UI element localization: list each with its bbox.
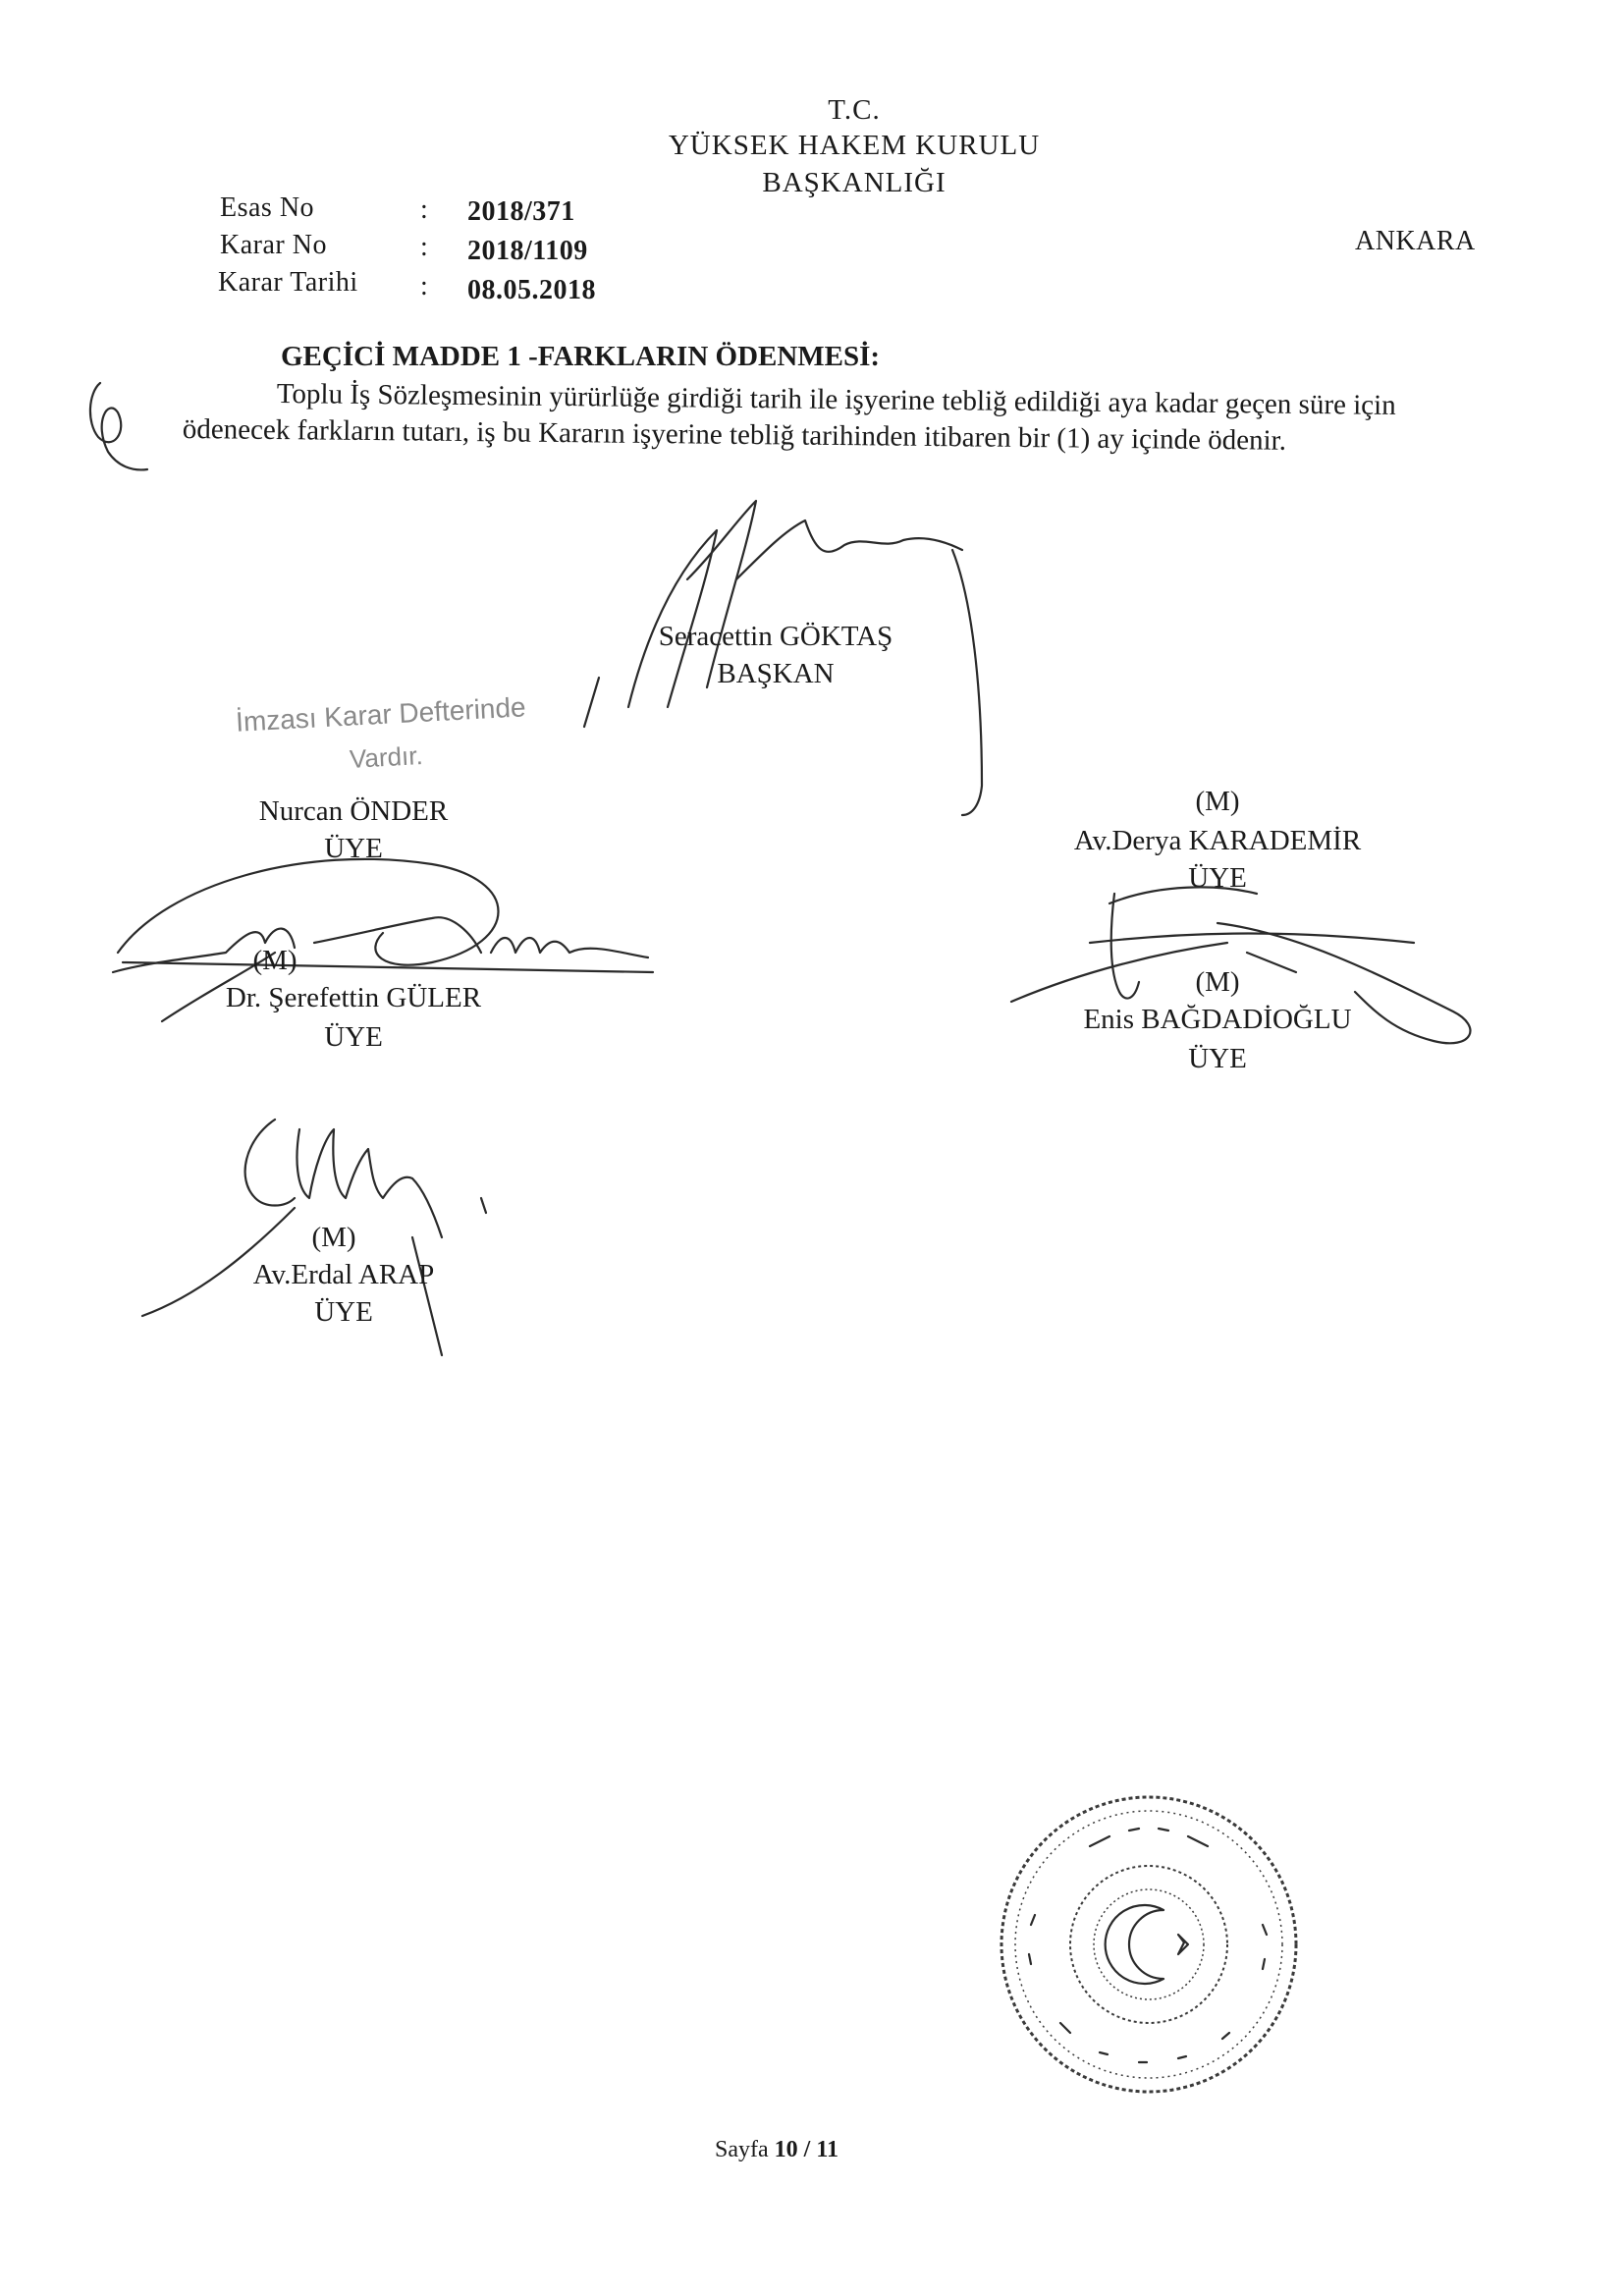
enis-mark: (M) bbox=[1195, 966, 1240, 998]
article-line-1: Toplu İş Sözleşmesinin yürürlüğe girdiği tarih ile işyerine tebliğ edildiği aya kadar geçen süre için bbox=[276, 377, 1396, 421]
serefettin-role: ÜYE bbox=[324, 1021, 383, 1053]
meta-label-karar: Karar No bbox=[220, 230, 327, 260]
president-signature-image bbox=[569, 491, 982, 815]
stamp-line-2: Vardır. bbox=[349, 740, 424, 774]
erdal-role: ÜYE bbox=[314, 1296, 373, 1328]
meta-label-tarih: Karar Tarihi bbox=[218, 267, 358, 298]
derya-name: Av.Derya KARADEMİR bbox=[1073, 825, 1362, 856]
article-heading: GEÇİCİ MADDE 1 -FARKLARIN ÖDENMESİ: bbox=[281, 341, 881, 372]
header-country: T.C. bbox=[828, 94, 881, 126]
official-seal-image bbox=[992, 1787, 1306, 2102]
meta-value-esas: 2018/371 bbox=[467, 196, 575, 227]
president-role: BAŞKAN bbox=[717, 658, 835, 689]
stamp-line-1: İmzası Karar Defterinde bbox=[235, 691, 527, 738]
meta-label-esas: Esas No bbox=[220, 192, 315, 223]
page-number bbox=[715, 2137, 839, 2163]
nurcan-name: Nurcan ÖNDER bbox=[258, 795, 449, 827]
meta-value-karar: 2018/1109 bbox=[467, 236, 588, 266]
header-city: ANKARA bbox=[1355, 226, 1476, 256]
header-office: BAŞKANLIĞI bbox=[762, 167, 947, 198]
meta-sep-karar: : bbox=[420, 232, 429, 262]
page-current: 10 bbox=[774, 2137, 798, 2162]
article-line-2: ödenecek farkların tutarı, iş bu Kararın işyerine tebliğ tarihinden itibaren bir (1) ay içinde ödenir. bbox=[182, 412, 1287, 457]
president-name: Seracettin GÖKTAŞ bbox=[658, 621, 893, 652]
margin-initial-mark bbox=[79, 373, 157, 481]
page-separator: / bbox=[803, 2137, 811, 2162]
meta-value-tarih: 08.05.2018 bbox=[467, 275, 596, 305]
page-total: 11 bbox=[816, 2137, 839, 2162]
derya-mark: (M) bbox=[1195, 786, 1240, 817]
meta-sep-esas: : bbox=[420, 194, 429, 225]
header-institution: YÜKSEK HAKEM KURULU bbox=[668, 130, 1041, 161]
enis-name: Enis BAĞDADİOĞLU bbox=[1083, 1004, 1352, 1035]
serefettin-name: Dr. Şerefettin GÜLER bbox=[225, 982, 482, 1013]
erdal-mark: (M) bbox=[311, 1222, 356, 1253]
page-label: Sayfa bbox=[715, 2137, 769, 2162]
erdal-name: Av.Erdal ARAP bbox=[252, 1259, 435, 1290]
enis-role: ÜYE bbox=[1188, 1043, 1247, 1074]
nurcan-role: ÜYE bbox=[324, 833, 383, 864]
meta-sep-tarih: : bbox=[420, 271, 429, 301]
serefettin-mark: (M) bbox=[252, 945, 298, 976]
derya-role: ÜYE bbox=[1188, 862, 1247, 894]
